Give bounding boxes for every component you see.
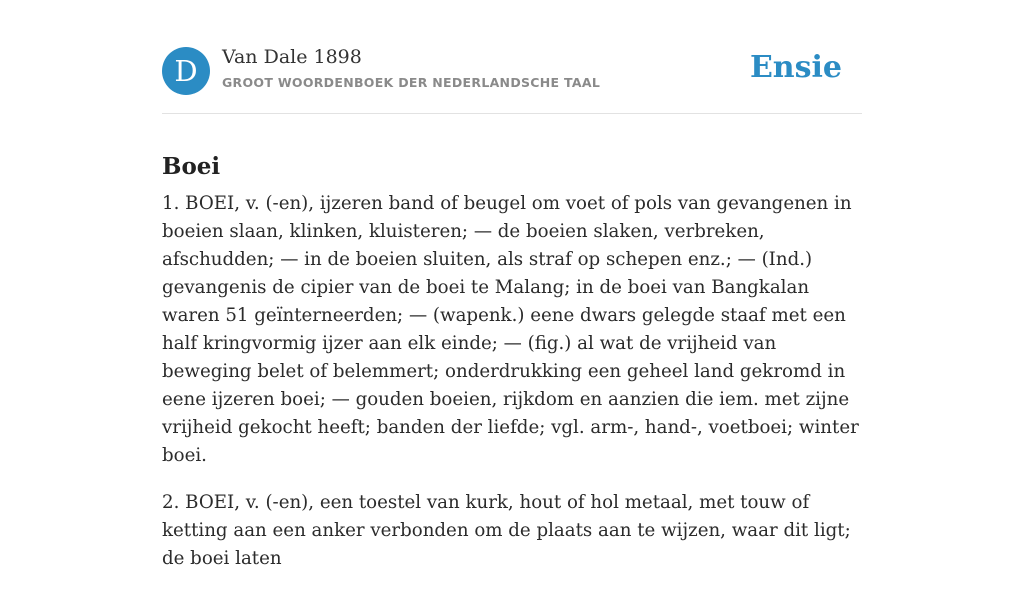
dictionary-logo[interactable]: D [162, 47, 210, 95]
definition-1: 1. BOEI, v. (-en), ijzeren band of beugel om voet of pols van gevangenen in boeien slaan, klinken, kluisteren; — de boeien slaken, verbreken, afschudden; — in de boeien sluiten, als straf op schepen enz.; — (Ind.) gevangenis de cipier van de boei te Malang; in de boei van Bangkalan waren 51 geïnterneerden; — (wapenk.) eene dwars gelegde staaf met een half kringvormig ijzer aan elk einde; — (fig.) al wat de vrijheid van beweging belet of belemmert; onderdrukking een geheel land gekromd in eene ijzeren boei; — gouden boeien, rijkdom en aanzien die iem. met zijne vrijheid gekocht heeft; banden der liefde; vgl. arm-, hand-, voetboei; winter boei. [162, 193, 859, 466]
dictionary-title[interactable]: Van Dale 1898 [222, 46, 362, 68]
page-container [162, 0, 862, 569]
header [162, 0, 862, 114]
dictionary-subtitle: GROOT WOORDENBOEK DER NEDERLANDSCHE TAAL [222, 75, 601, 90]
entry-definitions [162, 190, 862, 592]
entry-headword: Boei [162, 153, 221, 181]
definition-2: 2. BOEI, v. (-en), een toestel van kurk, hout of hol metaal, met touw of ketting aan een anker verbonden om de plaats aan te wijzen, waar dit ligt; de boei laten [162, 492, 851, 569]
ensie-logo[interactable]: Ensie [749, 50, 842, 85]
